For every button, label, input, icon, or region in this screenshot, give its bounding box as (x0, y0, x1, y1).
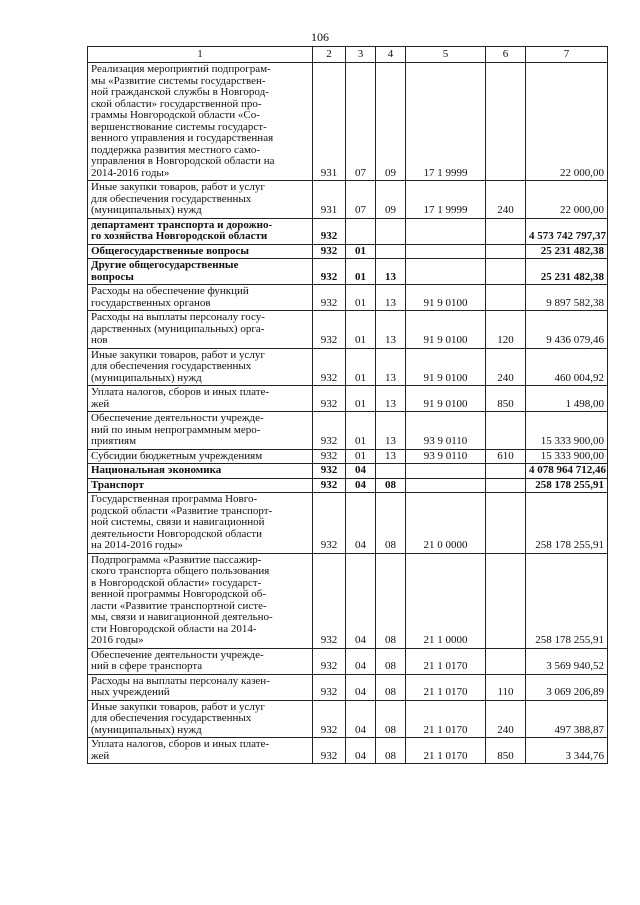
table-row (88, 63, 608, 181)
row-name: Уплата налогов, сборов и иных плате- жей (88, 738, 313, 764)
code-section: 04 (346, 674, 376, 700)
code-target: 17 1 9999 (406, 181, 486, 219)
amount: 22 000,00 (526, 63, 608, 181)
code-expense-type (486, 63, 526, 181)
code-expense-type: 850 (486, 386, 526, 412)
code-ministry: 932 (313, 493, 346, 554)
code-expense-type: 240 (486, 700, 526, 738)
amount: 22 000,00 (526, 181, 608, 219)
table-body (88, 63, 608, 764)
code-section: 04 (346, 478, 376, 493)
code-section: 01 (346, 348, 376, 386)
code-target: 21 1 0170 (406, 648, 486, 674)
code-subsection (376, 244, 406, 259)
code-expense-type (486, 648, 526, 674)
code-ministry: 931 (313, 181, 346, 219)
code-target: 91 9 0100 (406, 311, 486, 349)
code-expense-type (486, 218, 526, 244)
column-header-2: 2 (313, 47, 346, 63)
amount: 1 498,00 (526, 386, 608, 412)
code-target: 93 9 0110 (406, 412, 486, 450)
code-expense-type (486, 478, 526, 493)
row-name: департамент транспорта и дорожно- го хозяйства Новгородской области (88, 218, 313, 244)
column-header-3: 3 (346, 47, 376, 63)
code-subsection: 13 (376, 259, 406, 285)
code-ministry: 932 (313, 311, 346, 349)
code-target: 91 9 0100 (406, 386, 486, 412)
code-subsection: 13 (376, 285, 406, 311)
code-expense-type: 240 (486, 348, 526, 386)
row-name: Общегосударственные вопросы (88, 244, 313, 259)
code-target (406, 218, 486, 244)
amount: 25 231 482,38 (526, 259, 608, 285)
table-row (88, 386, 608, 412)
code-section (346, 218, 376, 244)
code-target: 17 1 9999 (406, 63, 486, 181)
code-ministry: 932 (313, 386, 346, 412)
column-header-7: 7 (526, 47, 608, 63)
row-name: Национальная экономика (88, 464, 313, 479)
code-subsection: 08 (376, 700, 406, 738)
column-header-6: 6 (486, 47, 526, 63)
code-expense-type: 110 (486, 674, 526, 700)
code-expense-type (486, 244, 526, 259)
row-name: Субсидии бюджетным учреждениям (88, 449, 313, 464)
row-name: Иные закупки товаров, работ и услуг для обеспечения государственных (муниципальных) нужд (88, 348, 313, 386)
code-expense-type: 850 (486, 738, 526, 764)
amount: 497 388,87 (526, 700, 608, 738)
table-row (88, 311, 608, 349)
code-section: 04 (346, 648, 376, 674)
code-ministry: 932 (313, 285, 346, 311)
header-row (88, 47, 608, 63)
column-header-4: 4 (376, 47, 406, 63)
amount: 15 333 900,00 (526, 449, 608, 464)
column-header-5: 5 (406, 47, 486, 63)
code-ministry: 932 (313, 218, 346, 244)
table-row (88, 285, 608, 311)
amount: 15 333 900,00 (526, 412, 608, 450)
code-subsection: 08 (376, 553, 406, 648)
amount: 3 344,76 (526, 738, 608, 764)
code-target: 21 0 0000 (406, 493, 486, 554)
code-expense-type (486, 493, 526, 554)
code-target (406, 478, 486, 493)
code-expense-type: 240 (486, 181, 526, 219)
amount: 3 569 940,52 (526, 648, 608, 674)
code-target: 21 1 0170 (406, 674, 486, 700)
amount: 258 178 255,91 (526, 493, 608, 554)
table-row (88, 244, 608, 259)
code-expense-type: 610 (486, 449, 526, 464)
amount: 460 004,92 (526, 348, 608, 386)
code-subsection: 13 (376, 449, 406, 464)
code-subsection: 08 (376, 478, 406, 493)
code-subsection: 08 (376, 738, 406, 764)
table-row (88, 493, 608, 554)
code-section: 01 (346, 412, 376, 450)
amount: 4 078 964 712,46 (526, 464, 608, 479)
column-header-1: 1 (88, 47, 313, 63)
amount: 258 178 255,91 (526, 478, 608, 493)
budget-table (87, 46, 608, 764)
code-target: 21 1 0170 (406, 738, 486, 764)
code-ministry: 932 (313, 674, 346, 700)
table-row (88, 738, 608, 764)
code-target: 91 9 0100 (406, 285, 486, 311)
code-section: 01 (346, 449, 376, 464)
amount: 9 436 079,46 (526, 311, 608, 349)
code-subsection (376, 464, 406, 479)
code-expense-type (486, 412, 526, 450)
row-name: Другие общегосударственные вопросы (88, 259, 313, 285)
code-target (406, 464, 486, 479)
code-subsection (376, 218, 406, 244)
code-section: 04 (346, 464, 376, 479)
code-ministry: 932 (313, 259, 346, 285)
code-ministry: 932 (313, 553, 346, 648)
table-row (88, 700, 608, 738)
code-target (406, 259, 486, 285)
row-name: Транспорт (88, 478, 313, 493)
code-ministry: 932 (313, 412, 346, 450)
code-subsection: 08 (376, 648, 406, 674)
table-row (88, 218, 608, 244)
code-subsection: 08 (376, 674, 406, 700)
code-expense-type (486, 259, 526, 285)
row-name: Расходы на обеспечение функций государственных органов (88, 285, 313, 311)
code-section: 04 (346, 738, 376, 764)
table-row (88, 648, 608, 674)
code-expense-type (486, 553, 526, 648)
row-name: Уплата налогов, сборов и иных плате- жей (88, 386, 313, 412)
code-ministry: 932 (313, 348, 346, 386)
code-section: 04 (346, 700, 376, 738)
table-row (88, 412, 608, 450)
code-target: 21 1 0170 (406, 700, 486, 738)
row-name: Расходы на выплаты персоналу казен- ных учреждений (88, 674, 313, 700)
code-ministry: 931 (313, 63, 346, 181)
row-name: Государственная программа Новго- родской области «Развитие транспорт- ной системы, связи и навигационной деятельности Новгородской области на 2014-2016 годы» (88, 493, 313, 554)
code-target: 21 1 0000 (406, 553, 486, 648)
code-section: 04 (346, 553, 376, 648)
amount: 9 897 582,38 (526, 285, 608, 311)
code-subsection: 09 (376, 63, 406, 181)
code-section: 07 (346, 181, 376, 219)
amount: 3 069 206,89 (526, 674, 608, 700)
code-ministry: 932 (313, 464, 346, 479)
code-section: 01 (346, 285, 376, 311)
row-name: Иные закупки товаров, работ и услуг для обеспечения государственных (муниципальных) нужд (88, 700, 313, 738)
table-row (88, 348, 608, 386)
code-subsection: 13 (376, 311, 406, 349)
code-ministry: 932 (313, 738, 346, 764)
code-ministry: 932 (313, 648, 346, 674)
table-row (88, 478, 608, 493)
row-name: Обеспечение деятельности учрежде- ний по иным непрограммным меро- приятиям (88, 412, 313, 450)
code-expense-type (486, 285, 526, 311)
code-subsection: 08 (376, 493, 406, 554)
code-subsection: 13 (376, 348, 406, 386)
table-row (88, 181, 608, 219)
code-section: 04 (346, 493, 376, 554)
code-subsection: 13 (376, 386, 406, 412)
row-name: Иные закупки товаров, работ и услуг для обеспечения государственных (муниципальных) нужд (88, 181, 313, 219)
row-name: Реализация мероприятий подпрограм- мы «Развитие системы государствен- ной гражданской службы в Новгород- ской области» государственной про- граммы Новгородской области «Со- вершенствование системы государст- венного управления и государственная поддержка развития местного само- управления в Новгородской области на 2014-2016 годы» (88, 63, 313, 181)
code-section: 07 (346, 63, 376, 181)
code-section: 01 (346, 386, 376, 412)
code-subsection: 09 (376, 181, 406, 219)
code-ministry: 932 (313, 244, 346, 259)
code-target: 91 9 0100 (406, 348, 486, 386)
amount: 4 573 742 797,37 (526, 218, 608, 244)
table-row (88, 553, 608, 648)
row-name: Подпрограмма «Развитие пассажир- ского транспорта общего пользования в Новгородской области» государст- венной программы Новгородской об- ласти «Развитие транспортной систе- мы, связи и навигационной деятельно- сти Новгородской области на 2014- 2016 годы» (88, 553, 313, 648)
table-row (88, 464, 608, 479)
code-section: 01 (346, 259, 376, 285)
table-row (88, 674, 608, 700)
table-row (88, 449, 608, 464)
code-section: 01 (346, 244, 376, 259)
row-name: Обеспечение деятельности учрежде- ний в сфере транспорта (88, 648, 313, 674)
code-ministry: 932 (313, 449, 346, 464)
code-section: 01 (346, 311, 376, 349)
code-target: 93 9 0110 (406, 449, 486, 464)
row-name: Расходы на выплаты персоналу госу- дарственных (муниципальных) орга- нов (88, 311, 313, 349)
code-expense-type (486, 464, 526, 479)
table-row (88, 259, 608, 285)
code-target (406, 244, 486, 259)
code-ministry: 932 (313, 700, 346, 738)
amount: 25 231 482,38 (526, 244, 608, 259)
page-number: 106 (311, 30, 329, 44)
code-ministry: 932 (313, 478, 346, 493)
code-expense-type: 120 (486, 311, 526, 349)
amount: 258 178 255,91 (526, 553, 608, 648)
code-subsection: 13 (376, 412, 406, 450)
